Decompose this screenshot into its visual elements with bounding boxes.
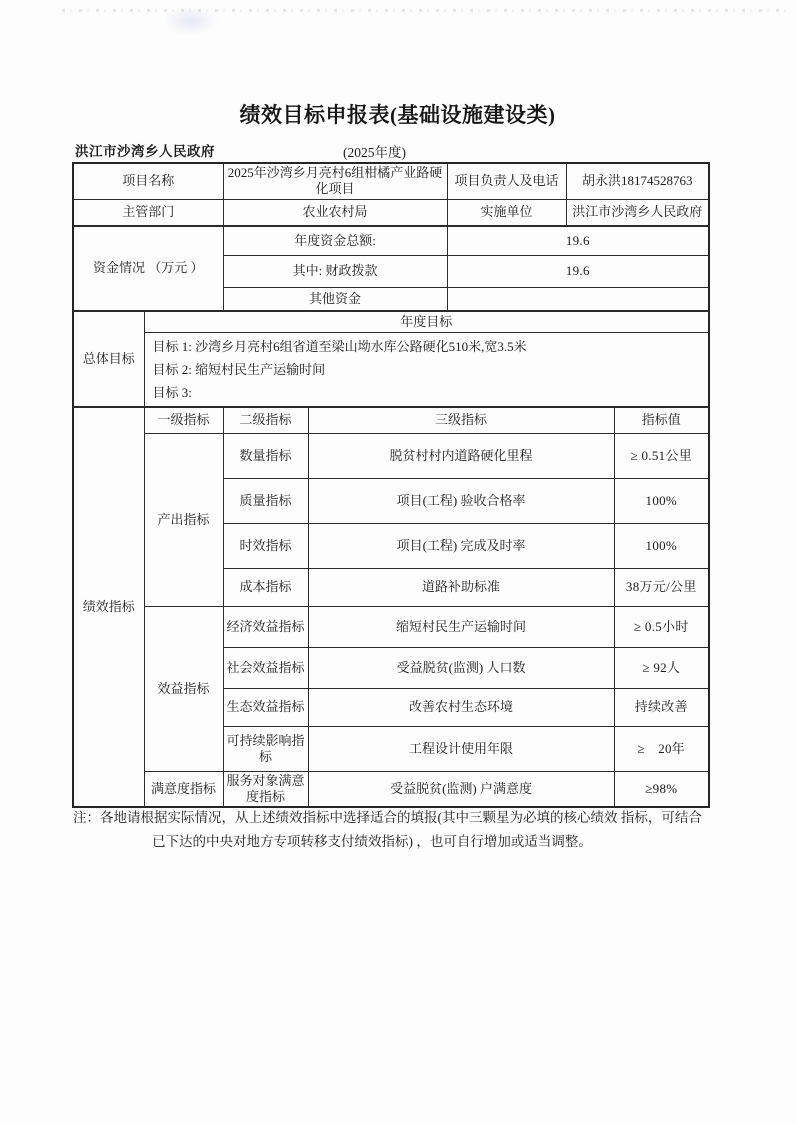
funding-total-value-cell: 19.6	[447, 226, 709, 255]
goal-3: 目标 3:	[152, 384, 192, 400]
indicator-value-cell: 持续改善	[614, 689, 709, 727]
funding-other-value-cell	[447, 287, 709, 311]
goal-1: 目标 1: 沙湾乡月亮村6组省道至梁山坳水库公路硬化510米,宽3.5米	[152, 338, 527, 354]
project-name-value-cell: 2025年沙湾乡月亮村6组柑橘产业路硬化项目	[223, 163, 447, 199]
header-level3-cell: 三级指标	[308, 407, 614, 434]
indicators-section-label-cell: 绩效指标	[73, 407, 144, 808]
goal-2: 目标 2: 缩短村民生产运输时间	[152, 361, 326, 377]
header-level2-cell: 二级指标	[223, 407, 308, 434]
declaration-table	[72, 162, 710, 808]
footnote	[73, 806, 721, 854]
project-name-label-cell: 项目名称	[73, 163, 223, 199]
indicator-value-cell: ≥ 92人	[614, 648, 709, 689]
indicator-value-cell: 100%	[614, 479, 709, 524]
indicator-level2-cell: 社会效益指标	[223, 648, 308, 689]
indicator-level2-cell: 质量指标	[223, 479, 308, 524]
overall-goal-section-label-cell: 总体目标	[73, 311, 144, 407]
table-row	[73, 434, 709, 479]
leader-label-cell: 项目负责人及电话	[447, 163, 566, 199]
header-level1-cell: 一级指标	[144, 407, 223, 434]
agency-name: 洪江市沙湾乡人民政府	[75, 144, 215, 159]
table-row	[73, 607, 709, 648]
satisfaction-group-label-cell: 满意度指标	[144, 772, 223, 808]
unit-label-cell: 实施单位	[447, 199, 566, 226]
indicator-level3-cell: 受益脱贫(监测) 人口数	[308, 648, 614, 689]
indicator-value-cell: ≥ 20年	[614, 727, 709, 772]
indicator-level3-cell: 脱贫村村内道路硬化里程	[308, 434, 614, 479]
indicator-level3-cell: 工程设计使用年限	[308, 727, 614, 772]
table-row	[73, 226, 709, 255]
funding-total-label-cell: 年度资金总额:	[223, 226, 447, 255]
indicator-level3-cell: 受益脱贫(监测) 户满意度	[308, 772, 614, 808]
header-value-cell: 指标值	[614, 407, 709, 434]
indicator-value-cell: ≥ 0.51公里	[614, 434, 709, 479]
funding-other-label-cell: 其他资金	[223, 287, 447, 311]
output-group-label-cell: 产出指标	[144, 434, 223, 607]
dept-label-cell: 主管部门	[73, 199, 223, 226]
subheader	[72, 140, 723, 160]
annual-goals-cell	[144, 332, 709, 407]
footnote-line-2: 已下达的中央对地方专项转移支付绩效指标) ，也可自行增加或适当调整。	[152, 834, 592, 849]
unit-value-cell: 洪江市沙湾乡人民政府	[566, 199, 709, 226]
indicator-value-cell: 38万元/公里	[614, 569, 709, 607]
funding-section-label-cell: 资金情况 （万元 ）	[73, 226, 223, 311]
indicator-level2-cell: 生态效益指标	[223, 689, 308, 727]
indicator-value-cell: ≥ 0.5小时	[614, 607, 709, 648]
scan-noise-strip	[62, 9, 792, 12]
indicator-level2-cell: 成本指标	[223, 569, 308, 607]
indicator-value-cell: 100%	[614, 524, 709, 569]
indicator-level3-cell: 改善农村生态环境	[308, 689, 614, 727]
dept-value-cell: 农业农村局	[223, 199, 447, 226]
indicator-value-cell: ≥98%	[614, 772, 709, 808]
annual-goal-header-cell: 年度目标	[144, 311, 709, 332]
table-row	[73, 332, 709, 407]
table-row	[73, 407, 709, 434]
indicator-level2-cell: 服务对象满意度指标	[223, 772, 308, 808]
table-row	[73, 311, 709, 332]
table-row	[73, 199, 709, 226]
indicator-level2-cell: 可持续影响指标	[223, 727, 308, 772]
indicator-level2-cell: 经济效益指标	[223, 607, 308, 648]
year-label: (2025年度)	[343, 145, 406, 160]
indicator-level2-cell: 数量指标	[223, 434, 308, 479]
footnote-line-1: 注：各地请根据实际情况，从上述绩效指标中选择适合的填报(其中三颗星为必填的核心绩效 指标，可结合	[73, 810, 702, 825]
table-row	[73, 772, 709, 808]
benefit-group-label-cell: 效益指标	[144, 607, 223, 772]
leader-value-cell: 胡永洪18174528763	[566, 163, 709, 199]
funding-fiscal-value-cell: 19.6	[447, 255, 709, 287]
indicator-level3-cell: 项目(工程) 验收合格率	[308, 479, 614, 524]
indicator-level3-cell: 缩短村民生产运输时间	[308, 607, 614, 648]
scan-smudge	[163, 3, 233, 48]
funding-fiscal-label-cell: 其中: 财政拨款	[223, 255, 447, 287]
page-title: 绩效目标申报表(基础设施建设类)	[239, 103, 556, 127]
table-row	[73, 163, 709, 199]
indicator-level3-cell: 项目(工程) 完成及时率	[308, 524, 614, 569]
indicator-level3-cell: 道路补助标准	[308, 569, 614, 607]
indicator-level2-cell: 时效指标	[223, 524, 308, 569]
